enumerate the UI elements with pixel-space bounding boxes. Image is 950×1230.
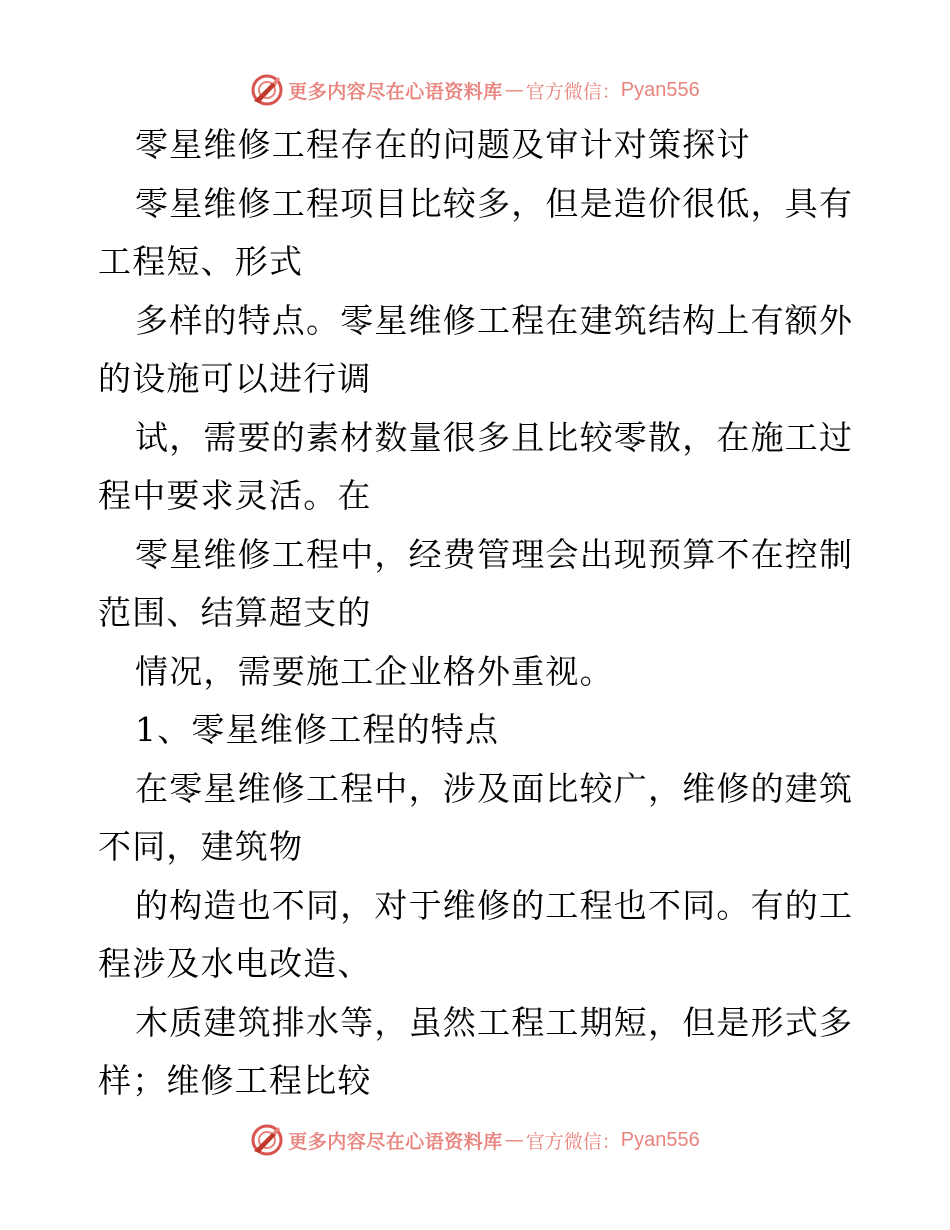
paragraph-line: 1、零星维修工程的特点 <box>135 710 500 749</box>
footer-brand-text: 更多内容尽在心语资料库 <box>288 1130 503 1153</box>
header-brand-text: 更多内容尽在心语资料库 <box>288 80 503 103</box>
footer-wechat-label: 官方微信： <box>525 1130 621 1153</box>
paragraph-line: 木质建筑排水等，虽然工程工期短，但是形式多 <box>135 1002 854 1042</box>
footer-separator: — <box>504 1129 524 1151</box>
header-wechat-id: Pyan556 <box>620 78 700 101</box>
document-body <box>98 116 858 1111</box>
paragraph-line: 零星维修工程存在的问题及审计对策探讨 <box>135 125 751 164</box>
header-watermark <box>0 70 950 110</box>
brand-logo-icon <box>250 73 284 107</box>
paragraph-line: 的构造也不同，对于维修的工程也不同。有的工 <box>135 885 854 925</box>
paragraph-line: 范围、结算超支的 <box>98 593 372 632</box>
paragraph-line: 程中要求灵活。在 <box>98 476 372 515</box>
footer-watermark <box>0 1120 950 1160</box>
brand-logo-icon <box>250 1123 284 1157</box>
paragraph-line: 零星维修工程项目比较多，但是造价很低，具有 <box>135 183 854 223</box>
paragraph-line: 情况，需要施工企业格外重视。 <box>135 651 614 691</box>
header-wechat-label: 官方微信： <box>525 80 621 103</box>
paragraph-line: 程涉及水电改造、 <box>98 944 372 983</box>
paragraph-line: 多样的特点。零星维修工程在建筑结构上有额外 <box>135 300 854 340</box>
paragraph-line: 的设施可以进行调 <box>98 359 372 398</box>
paragraph-line: 试，需要的素材数量很多且比较零散，在施工过 <box>135 417 854 457</box>
paragraph-line: 在零星维修工程中，涉及面比较广，维修的建筑 <box>135 768 854 808</box>
header-separator: — <box>504 79 524 101</box>
footer-wechat-id: Pyan556 <box>620 1128 700 1151</box>
paragraph-line: 工程短、形式 <box>98 242 304 281</box>
paragraph-line: 不同，建筑物 <box>98 827 304 866</box>
paragraph-line: 样；维修工程比较 <box>98 1061 372 1100</box>
paragraph-line: 零星维修工程中，经费管理会出现预算不在控制 <box>135 534 854 574</box>
